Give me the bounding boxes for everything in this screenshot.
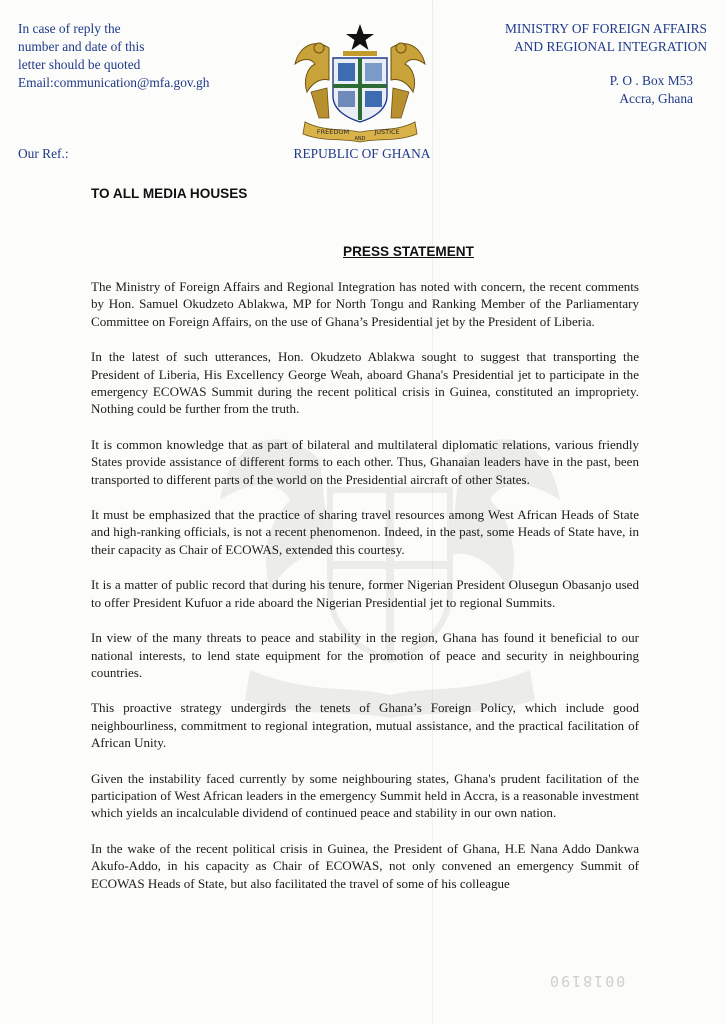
republic-of-ghana: REPUBLIC OF GHANA: [293, 146, 431, 161]
reply-line: In case of reply the: [18, 21, 121, 36]
email-line: Email:communication@mfa.gov.gh: [18, 75, 210, 90]
statement-body: [91, 278, 639, 910]
po-box: P. O . Box M53: [609, 73, 693, 88]
paragraph: In view of the many threats to peace and stability in the region, Ghana has found it beneficial to our national interests, to lend state equipment for the promotion of peace and security in neighbouring countries.: [91, 630, 639, 680]
motto-right: JUSTICE: [374, 128, 400, 136]
motto-left: FREEDOM: [316, 128, 350, 136]
page-number-stamp: 0018190: [548, 972, 626, 990]
ghana-coat-of-arms: [285, 18, 435, 146]
paragraph: Given the instability faced currently by some neighbouring states, Ghana's prudent facilitation of the participation of West African leaders in the emergency Summit held in Accra, is a reasonable investment which yields an incalculable dividend of continued peace and stability in our own nation.: [91, 770, 639, 821]
reply-line: number and date of this: [18, 39, 145, 54]
ministry-name-line2: AND REGIONAL INTEGRATION: [514, 39, 707, 54]
black-star: [346, 24, 374, 50]
reply-instructions: [18, 20, 209, 92]
document-title: PRESS STATEMENT: [343, 244, 474, 259]
paragraph: This proactive strategy undergirds the tenets of Ghana’s Foreign Policy, which include good neighbourliness, commitment to regional integration, mutual assistance, and the practical facilitation of African Unity.: [91, 700, 639, 751]
motto-bottom: AND: [354, 136, 366, 142]
paragraph: In the wake of the recent political crisis in Guinea, the President of Ghana, H.E Nana Addo Dankwa Akufo-Addo, in his capacity as Chair of ECOWAS, not only convened an emergency Summit of ECOWAS Heads of State, but also facilitated the travel of some of his colleague: [91, 840, 639, 891]
addressee: TO ALL MEDIA HOUSES: [91, 186, 248, 201]
paragraph: It must be emphasized that the practice of sharing travel resources among West African Heads of State and high-ranking officials, is not a recent phenomenon. Indeed, in the past, some Heads of State have, in their capacity as Chair of ECOWAS, extended this courtesy.: [91, 507, 639, 557]
postal-address: [447, 72, 693, 108]
paragraph: It is common knowledge that as part of bilateral and multilateral diplomatic relations, various friendly States provide assistance of different forms to each other. Thus, Ghanaian leaders have in the past, been transported to different parts of the world on the Presidential aircraft of other States.: [91, 436, 639, 487]
our-reference: Our Ref.:: [18, 146, 69, 161]
right-eagle: [391, 44, 425, 92]
ministry-block: [447, 20, 707, 108]
paragraph: The Ministry of Foreign Affairs and Regional Integration has noted with concern, the recent comments by Hon. Samuel Okudzeto Ablakwa, MP for North Tongu and Ranking Member of the Parliamentary Committee on Foreign Affairs, on the use of Ghana’s Presidential jet by the President of Liberia.: [91, 279, 639, 329]
left-eagle: [295, 44, 329, 92]
paragraph: In the latest of such utterances, Hon. Okudzeto Ablakwa sought to suggest that transporting the President of Liberia, His Excellency George Weah, aboard Ghana's Presidential jet to participate in the emergency ECOWAS Summit during the recent political crisis in Guinea, constituted an impropriety. Nothing could be further from the truth.: [91, 349, 639, 417]
city: Accra, Ghana: [619, 91, 693, 106]
ministry-name-line1: MINISTRY OF FOREIGN AFFAIRS: [504, 21, 707, 36]
reply-line: letter should be quoted: [18, 57, 141, 72]
paragraph: It is a matter of public record that during his tenure, former Nigerian President Olusegun Obasanjo used to offer President Kufuor a ride aboard the Nigerian Presidential jet to regional Summits.: [91, 577, 639, 610]
